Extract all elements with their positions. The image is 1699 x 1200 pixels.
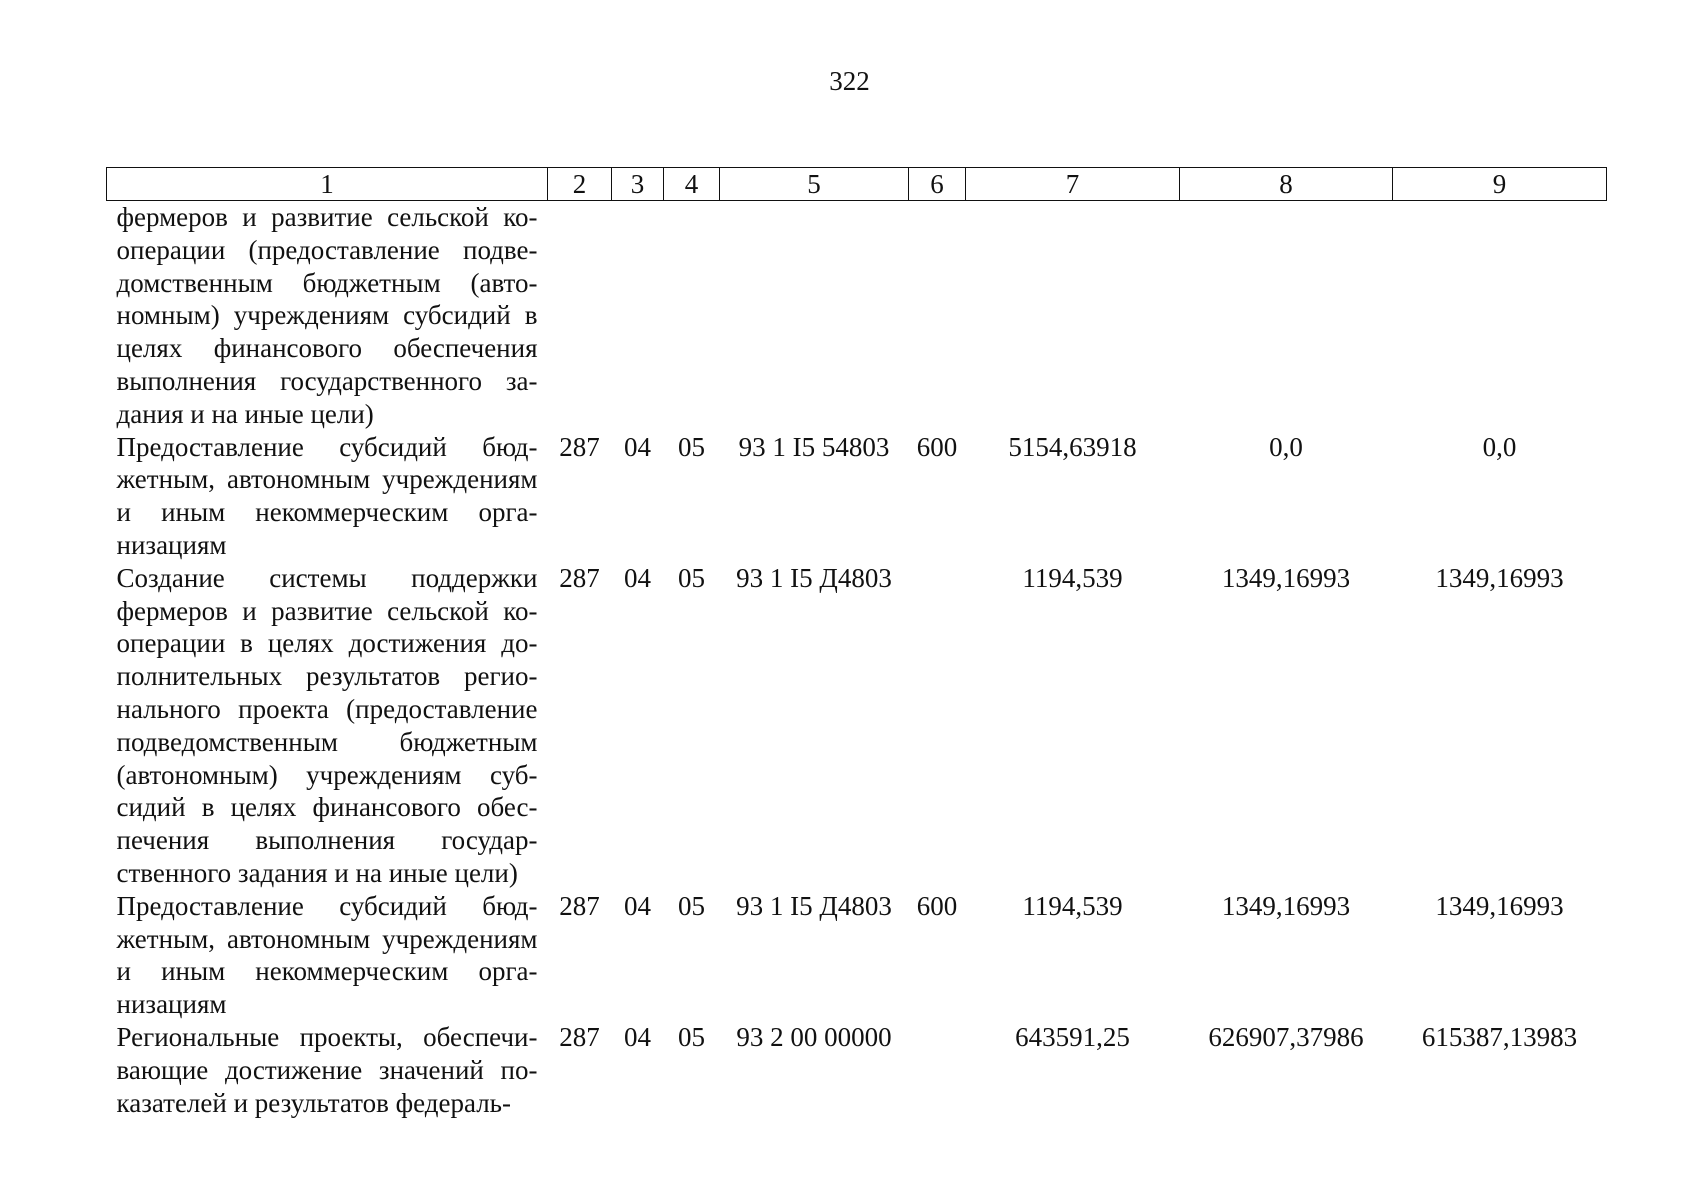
table-row: [107, 201, 1607, 431]
cell-target-article: [720, 201, 909, 431]
budget-table: [106, 167, 1607, 1119]
cell-subsection: 05: [678, 562, 705, 593]
cell-amount-col8: 1349,16993: [1221, 890, 1351, 921]
column-header: 5: [720, 168, 909, 201]
cell-expense-type: 600: [916, 431, 958, 462]
row-description: Региональные проекты, обеспечивающие достижение значений показателей и результатов федераль-: [116, 1021, 538, 1118]
cell-target-article: 93 1 I5 Д4803: [736, 890, 892, 921]
cell-amount-col9: [1393, 201, 1607, 431]
cell-admin-code: [548, 201, 612, 431]
column-number-row: [107, 168, 1607, 201]
cell-section: 04: [624, 890, 651, 921]
column-header: 1: [107, 168, 548, 201]
column-header: 8: [1180, 168, 1393, 201]
row-description: Предоставление субсидий бюджетным, автономным учреждениям и иным некоммерческим организациям: [116, 431, 538, 560]
cell-expense-type: 600: [916, 890, 958, 921]
cell-subsection: [664, 201, 720, 431]
cell-expense-type: [909, 1021, 966, 1119]
cell-amount-col7: 1194,539: [1022, 890, 1123, 921]
table-row: [107, 890, 1607, 1021]
cell-section: 04: [624, 1021, 651, 1052]
column-header: 2: [548, 168, 612, 201]
cell-amount-col9: 1349,16993: [1435, 890, 1564, 921]
cell-amount-col8: 0,0: [1269, 431, 1303, 462]
cell-target-article: 93 2 00 00000: [736, 1021, 892, 1052]
cell-admin-code: 287: [559, 1021, 600, 1052]
cell-admin-code: 287: [559, 562, 600, 593]
cell-expense-type: [909, 201, 966, 431]
cell-section: [612, 201, 664, 431]
cell-amount-col7: [966, 201, 1180, 431]
column-header: 9: [1393, 168, 1607, 201]
cell-target-article: 93 1 I5 54803: [738, 431, 890, 462]
column-header: 6: [909, 168, 966, 201]
column-header: 3: [612, 168, 664, 201]
cell-admin-code: 287: [559, 890, 600, 921]
cell-expense-type: [909, 562, 966, 890]
page-number: 322: [829, 66, 870, 96]
row-description: Создание системы поддержки фермеров и развитие сельской кооперации в целях достижения дополнительных результатов регионального проекта (предоставление подведомственным бюджетным (автономным) учреждениям субсидий в целях финансового обеспечения выполнения государственного задания и на иные цели): [116, 562, 538, 888]
table-row: [107, 431, 1607, 562]
cell-subsection: 05: [678, 890, 705, 921]
column-header: 7: [966, 168, 1180, 201]
cell-amount-col7: 1194,539: [1022, 562, 1123, 593]
cell-section: 04: [624, 562, 651, 593]
cell-subsection: 05: [678, 1021, 705, 1052]
table-row: [107, 562, 1607, 890]
cell-amount-col8: [1180, 201, 1393, 431]
cell-section: 04: [624, 431, 651, 462]
cell-admin-code: 287: [559, 431, 600, 462]
cell-amount-col7: 643591,25: [1015, 1021, 1130, 1052]
cell-amount-col7: 5154,63918: [1008, 431, 1137, 462]
cell-amount-col9: 615387,13983: [1421, 1021, 1578, 1052]
cell-amount-col8: 1349,16993: [1221, 562, 1351, 593]
cell-amount-col9: 1349,16993: [1435, 562, 1564, 593]
cell-amount-col8: 626907,37986: [1208, 1021, 1364, 1052]
row-description: фермеров и развитие сельской кооперации (предоставление подведомственным бюджетным (автономным) учреждениям субсидий в целях финансового обеспечения выполнения государственного задания и на иные цели): [116, 202, 538, 429]
cell-amount-col9: 0,0: [1482, 431, 1517, 462]
column-header: 4: [664, 168, 720, 201]
cell-target-article: 93 1 I5 Д4803: [736, 562, 892, 593]
row-description: Предоставление субсидий бюджетным, автономным учреждениям и иным некоммерческим организациям: [116, 890, 538, 1020]
table-row: [107, 1021, 1607, 1119]
cell-subsection: 05: [678, 431, 705, 462]
